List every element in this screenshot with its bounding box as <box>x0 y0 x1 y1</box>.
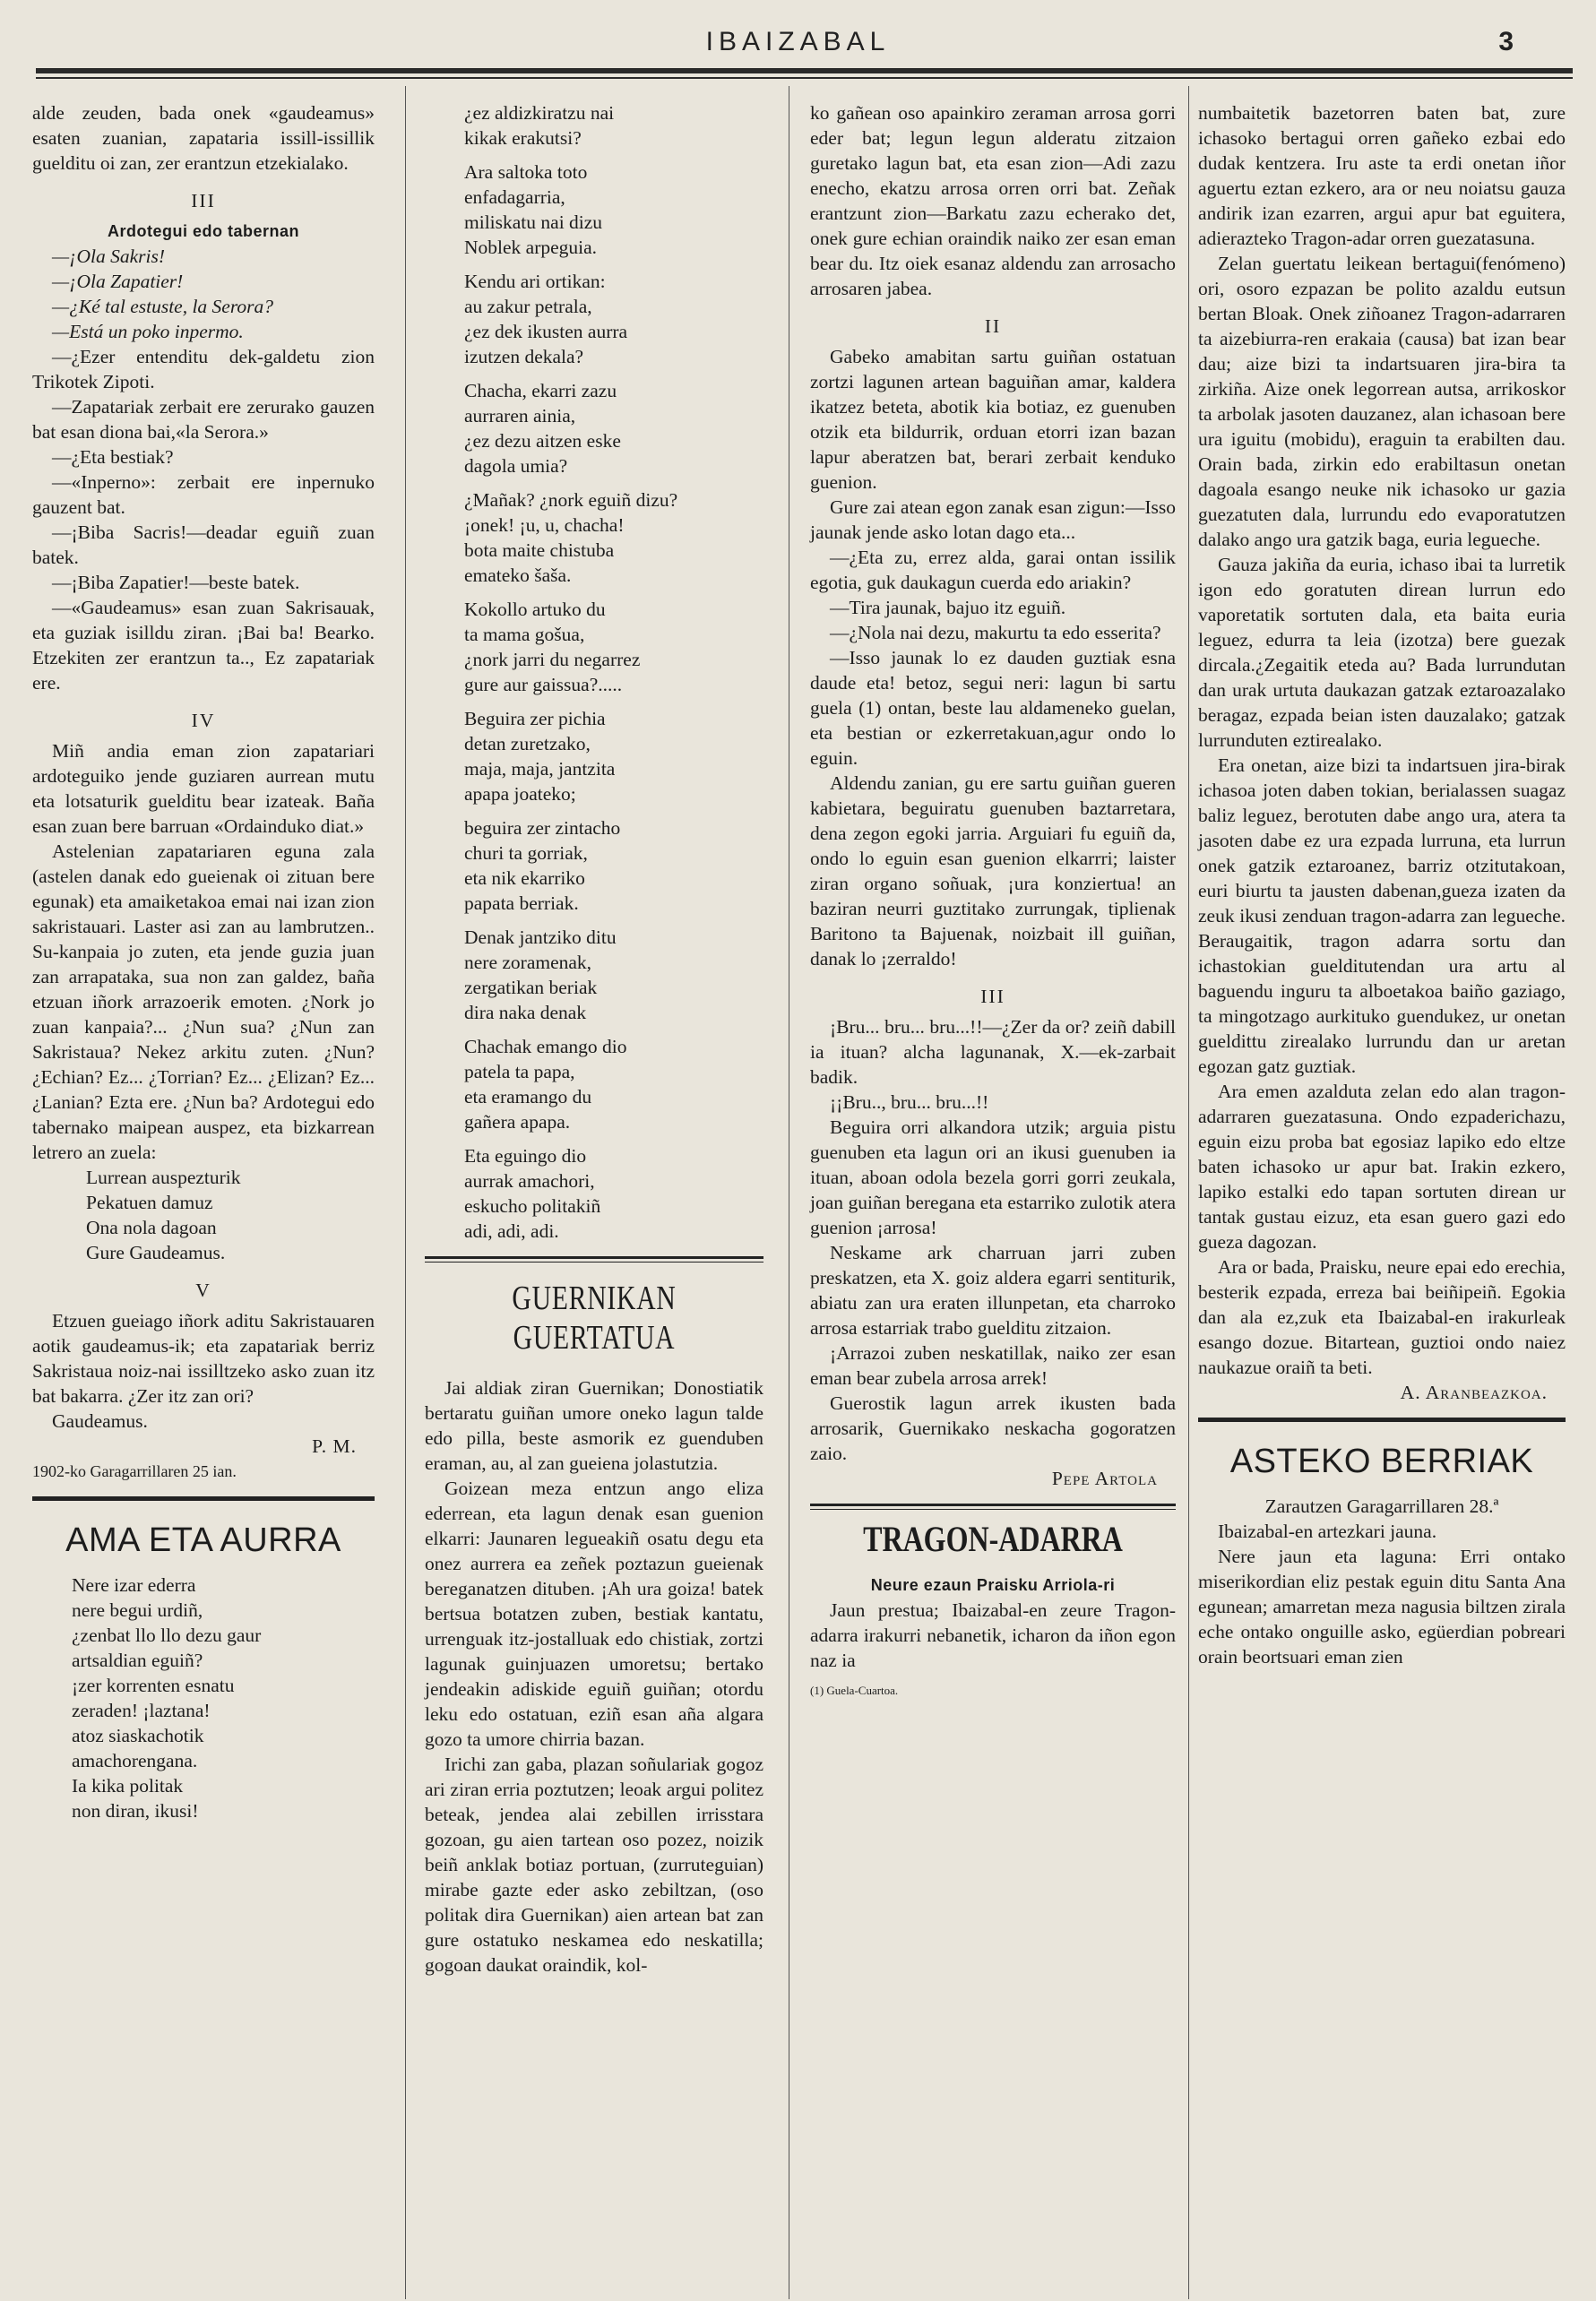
paragraph: Etzuen gueiago iñork aditu Sakristauaren aotik gaudeamus-ik; eta zapatariak berriz Sakristaua noiz-nai issilltzeko asko zuan itz bat bakarra. ¿Zer itz zan ori? <box>32 1310 375 1407</box>
poem-line: Chachak emango dio <box>464 1036 627 1057</box>
headline-ama-eta-aurra: AMA ETA AURRA <box>65 1521 341 1559</box>
verse-line: Gure Gaudeamus. <box>86 1242 226 1263</box>
paragraph: Guerostik lagun arrek ikusten bada arrosarik, Guernikako neskacha gogoratzen zaio. <box>810 1392 1176 1464</box>
verse-line: Lurrean auspezturik <box>86 1167 241 1188</box>
section-number: II <box>984 315 1002 337</box>
poem-line: Ara saltoka toto <box>464 161 588 183</box>
column-4 <box>1198 100 1566 1669</box>
column-3 <box>810 100 1176 1703</box>
poem-line: enfadagarria, <box>464 186 565 208</box>
poem-line: churi ta gorriak, <box>464 842 588 864</box>
poem-line: non diran, ikusi! <box>72 1800 199 1822</box>
paragraph: Gauza jakiña da euria, ichaso ibai ta lurretik igon edo goratuten direan lurrun edo vaporetatik sortuten dala, eta baita euria leguez, edurra ta leia (izotza) bere guezak dircala.¿Zegaitik eteda au? Bada lurrundutan dan urak urtuta daukazan gatzak eztaroazalako beragaz, ezpada beian isten dauzalako; gatzak lurrunduten eztirealako. <box>1198 554 1566 751</box>
paragraph: Era onetan, aize bizi ta indartsuen jira-birak ichasoa joten daben tokian, berialassen suagaz baliz leguez, berotuten dabe ango ura, atera ta jasoten dabe ez ura ezpada lurruna, eta lurrun onek gatzik eztaroanez, barriz otzitutakoan, euri biurtu ta jausten dabenan,gueza izaten da zeuk ikusi zenduan tragon-adarra zan legueche. Beraugaitik, tragon adarra sortu dan ichastokian guelditutendan ura artu al baguendu inguru ta alboetakoa baiño gaziago, ta mingotzago aurkituko guendukez, ur onetan gueldittu zirealako lurrundu dan ur aretan egozan gatz guztiak. <box>1198 754 1566 1077</box>
poem-line: nere zoramenak, <box>464 952 592 973</box>
poem-line: ¿ez dezu aitzen eske <box>464 430 621 452</box>
poem-line: artsaldian eguiñ? <box>72 1650 203 1671</box>
section-number: V <box>195 1280 211 1301</box>
dateline: Zarautzen Garagarrillaren 28.ª <box>1264 1495 1499 1517</box>
poem-line: ¿nork jarri du negarrez <box>464 649 641 670</box>
paragraph: Zelan guertatu leikean bertagui(fenómeno) ori, osoro ezpazan be polito azaldu eutsun bertan Bloak. Onek ziñoanez Tragon-adarraren ta aizebiurra-ren erakaia (causa) bat izan bear dau; aize bizi ta indartsuaren jira-bira ta zirkiña. Aize onek legorrean autsa, arrikoskor ta arbolak jasoten dauzanez, alan ichasoan bere ura iguitu (mobidu), eraguin ta erabilten dau. Orain bada, zirkin edo erabiltasun onetan dagoala esango neuke nik ichasoko ur gazia guezatuten dala, lurrundu edo evaporatutzen dalako ango ura gatzik baga, euria legueche. <box>1198 253 1566 550</box>
paragraph: Ara emen azalduta zelan edo alan tragon-adarraren guezatasuna. Ondo ezpaderichazu, eguin eizu proba bat egosiaz lapiko edo eltze baten ichasoko ur apur bat. Irakin ezkero, lapiko estalki edo tapan sortuten direan ur tantak gustau eizuz, eta esan guero gazi edo gueza dagozan. <box>1198 1081 1566 1253</box>
column-1 <box>32 100 375 1823</box>
paragraph: Aldendu zanian, gu ere sartu guiñan gueren kabietara, beguiratu guenuben baztarretara, dena zegon egoki jarria. Arguiari fu eguiñ da, ondo lo eguin esan guenion elkarrri; laister ziran organo soñuak, ¡ura konziertua! an baziran neurri guztitako zurrungak, tiplienak Baritono ta Bajuenak, noizbait ill guiñan, danak lo ¡zerraldo! <box>810 772 1176 970</box>
poem-line: dira naka denak <box>464 1002 587 1023</box>
column-divider <box>405 86 406 2299</box>
poem-line: ¡onek! ¡u, u, chacha! <box>464 514 625 536</box>
poem-line: emateko šaša. <box>464 564 572 586</box>
poem-line: nere begui urdiñ, <box>72 1599 203 1621</box>
poem-line: adi, adi, adi. <box>464 1220 559 1242</box>
paragraph: alde zeuden, bada onek «gaudeamus» esaten zuanian, zapataria issill-issillik guelditu oi zan, zer erantzun etzekialako. <box>32 102 375 174</box>
footnote: (1) Guela-Cuartoa. <box>810 1684 899 1697</box>
paragraph: —Isso jaunak lo ez dauden guztiak esna daude eta! betoz, segui neri: lagun bi sartu guela (1) ontan, beste lau aldameneko guelan, eta bestian or ezkerretakuan,agur ondo lo eguin. <box>810 647 1176 769</box>
poem-line: Denak jantziko ditu <box>464 926 617 948</box>
article-separator <box>1198 1418 1566 1422</box>
paragraph: Ara or bada, Praisku, neure epai edo erechia, besterik ezpada, erreza bai beiñipeiñ. Egokia dan ala ez,zuk eta Ibaizabal-en irakurleak esango dozue. Bitartean, guztioi ondo naiez naukazue oraiñ ta beti. <box>1198 1256 1566 1378</box>
poem <box>425 100 763 1244</box>
poem-line: zeraden! ¡laztana! <box>72 1700 211 1721</box>
column-2 <box>425 100 763 1978</box>
paragraph: Goizean meza entzun ango eliza ederrean, eta lagun denak esan guenion elkarri: Jaunaren legueakiñ osatu degu eta onez aurrera ea zeñek poztazun gueienak bereganatzen dituben. ¡Ah ura goiza! batek bertsua botatzen zuben, bestiak kantatu, urrenguak itz-jostalluak edo chistiak, zortzi lagunak guinjuazen umoretsu; bertako jendeakin adiskide eguiñ guiñan; otordu leku edo ostatuan, eziñ esan aña algara gozo ta umore chirria bazan. <box>425 1478 763 1750</box>
paragraph: ¡¡Bru.., bru... bru...!! <box>830 1091 989 1113</box>
paragraph: Beguira orri alkandora utzik; arguia pistu guenuben eta lagun ori an ikusi guenuben ia ituan, aboan odola bezela gorri gorri zeukala, joan guiñan beregana eta estarriko zulotik atera guenion ¡arrosa! <box>810 1116 1176 1238</box>
poem-line: Noblek arpeguia. <box>464 237 598 258</box>
poem-line: bota maite chistuba <box>464 539 615 561</box>
section-number: III <box>980 986 1005 1007</box>
poem-line: ¿ez dek ikusten aurra <box>464 321 628 342</box>
poem-line: ¿Mañak? ¿nork eguiñ dizu? <box>464 489 678 511</box>
poem-line: Eta eguingo dio <box>464 1145 587 1167</box>
masthead-title: IBAIZABAL <box>705 27 891 56</box>
headline-tragon-adarra: TRAGON-ADARRA <box>863 1519 1123 1559</box>
poem-line: dagola umia? <box>464 455 568 477</box>
dialogue-line: —¡Biba Sacris!—deadar eguiñ zuan batek. <box>32 521 375 568</box>
paragraph: ko gañean oso apainkiro zeraman arrosa gorri eder bat; legun legun alderatu zitzaion guretako lagun bat, eta esan zion—Adi zazu enecho, ekatzu arrosa orren orri bat. Zeñak erantzunt zion—Barkatu zazu echerako det, onek gure echian oraindik naiko zer esan eman bear du. Itz oiek esanaz aldendu zan arrosacho arrosaren jabea. <box>810 102 1176 299</box>
paragraph: numbaitetik bazetorren baten bat, zure ichasoko bertagui orren gañeko ezbai edo dudak kentzera. Iru aste ta erdi onetan iñor aguertu eztan ezkero, ara or neu noiatsu gauza andirik izan ezarren, argui apur bat eguitera, adierazteko Tragon-adar orren guezatasuna. <box>1198 102 1566 249</box>
paragraph: Jaun prestua; Ibaizabal-en zeure Tragon-adarra irakurri nebanetik, icharon da iñon egon naz ia <box>810 1599 1176 1671</box>
paragraph: Nere jaun eta laguna: Erri ontako miserikordian eliz pestak eguin ditu Santa Ana egunean; amarretan meza nagusia biltzen zirala eche ontako onguille asko, egüerdian pobreari orain beortsuari eman zien <box>1198 1546 1566 1668</box>
dialogue-line: —«Inperno»: zerbait ere inpernuko gauzent bat. <box>32 471 375 518</box>
poem-line: ¡zer korrenten esnatu <box>72 1675 235 1696</box>
poem-line: aurrak amachori, <box>464 1170 595 1192</box>
paragraph: ¡Arrazoi zuben neskatillak, naiko zer esan eman bear zubela arrosa arrek! <box>810 1342 1176 1389</box>
article-date: 1902-ko Garagarrillaren 25 ian. <box>32 1462 237 1480</box>
poem-line: eskucho politakiñ <box>464 1195 601 1217</box>
paragraph: —Tira jaunak, bajuo itz eguiñ. <box>830 597 1066 618</box>
poem-line: Beguira zer pichia <box>464 708 606 729</box>
headline-asteko-berriak: ASTEKO BERRIAK <box>1229 1443 1534 1480</box>
paragraph: Gure zai atean egon zanak esan zigun:—Isso jaunak jende asko lotan dago eta... <box>810 496 1176 543</box>
poem-line: miliskatu nai dizu <box>464 211 603 233</box>
paragraph: Neskame ark charruan jarri zuben preskatzen, eta X. goiz aldera egarri sentiturik, abiatu zan ura eraten illunpetan, eta charroko arrosa estarriak trabo guelditu zitzaion. <box>810 1242 1176 1339</box>
verse-line: Pekatuen damuz <box>86 1192 213 1213</box>
poem-line: patela ta papa, <box>464 1061 575 1082</box>
paragraph: —¿Eta zu, errez alda, garai ontan issilik egotia, guk daukagun cuerda edo ariakin? <box>810 547 1176 593</box>
section-number: III <box>191 190 216 211</box>
poem-line: izutzen dekala? <box>464 346 584 367</box>
poem-line: gure aur gaissua?..... <box>464 674 623 695</box>
dialogue-line: —Zapatariak zerbait ere zerurako gauzen bat esan diona bai,«la Serora.» <box>32 396 375 443</box>
poem-line: amachorengana. <box>72 1750 198 1771</box>
dialogue-line: —«Gaudeamus» esan zuan Sakrisauak, eta guziak isilldu ziran. ¡Bai ba! Bearko. Etzekiten zer erantzun ta.., Ez zapatariak ere. <box>32 597 375 694</box>
masthead-rule-thin <box>36 77 1573 79</box>
poem-line: au zakur petrala, <box>464 296 592 317</box>
dialogue-line: —¿Eta bestiak? <box>52 446 174 468</box>
article-separator <box>32 1496 375 1501</box>
section-subheading: Ardotegui edo tabernan <box>107 222 299 240</box>
paragraph: Gaudeamus. <box>52 1410 148 1432</box>
poem <box>32 1573 375 1823</box>
poem-line: Ia kika politak <box>72 1775 184 1797</box>
paragraph: Miñ andia eman zion zapatariari ardoteguiko jende guziaren aurrean mutu eta lotsaturik guelditu bear izateak. Baña esan zuan bere barruan «Ordainduko diat.» <box>32 740 375 837</box>
paragraph: Jai aldiak ziran Guernikan; Donostiatik bertaratu guiñan umore oneko lagun talde edo pilla, beste asmorik ez guenduben eraman, au, al zan gueiena jolastutzia. <box>425 1377 763 1474</box>
poem-line: kikak erakutsi? <box>464 127 582 149</box>
poem-line: zergatikan beriak <box>464 977 598 998</box>
dialogue-line: —¡Ola Sakris! <box>52 246 166 267</box>
poem-line: Kokollo artuko du <box>464 599 606 620</box>
column-divider <box>1188 86 1189 2299</box>
poem-line: ta mama gošua, <box>464 624 585 645</box>
poem-line: eta nik ekarriko <box>464 867 585 889</box>
paragraph: Astelenian zapatariaren eguna zala (astelen danak edo gueienak oi zituan bere egunak) eta amaiketakoa emai nai izan zion sakristauari. Laster asi zan au lambrutzen.. Su-kanpaia jo zuten, eta jende guzia juan zan arrapataka, sua non zan galdez, baña etzuan iñork arrazoerik emoten. ¿Nork jo zuan kanpaia?... ¿Nun sua? ¿Nun zan Sakristaua? Nekez arkitu zuten. ¿Nun? ¿Echian? Ez... ¿Torrian? Ez... ¿Elizan? Ez... ¿Lanian? Ezta ere. ¿Nun ba? Ardotegui edo tabernako maipean auspez, eta bizkarrean letrero an zuela: <box>32 840 375 1163</box>
poem-line: detan zuretzako, <box>464 733 591 754</box>
poem-line: gañera apapa. <box>464 1111 571 1133</box>
article-dedication: Neure ezaun Praisku Arriola-ri <box>870 1576 1116 1594</box>
dialogue-line: —¡Biba Zapatier!—beste batek. <box>52 572 300 593</box>
salutation: Ibaizabal-en artezkari jauna. <box>1218 1521 1437 1542</box>
masthead-rule <box>36 68 1573 73</box>
headline-guernikan-guertatua: GUERNIKAN GUERTATUA <box>512 1280 677 1357</box>
dialogue-line: —¿Ké tal estuste, la Serora? <box>52 296 274 317</box>
poem-line: Chacha, ekarri zazu <box>464 380 617 401</box>
poem-line: maja, maja, jantzita <box>464 758 616 780</box>
poem-line: apapa joateko; <box>464 783 576 805</box>
author-signature: Pepe Artola <box>1051 1468 1158 1489</box>
poem-line: eta eramango du <box>464 1086 592 1107</box>
section-number: IV <box>191 710 216 731</box>
dialogue-line: —Está un poko inpermo. <box>52 321 244 342</box>
poem-line: Kendu ari ortikan: <box>464 271 606 292</box>
dialogue-line: —¿Ezer entenditu dek-galdetu zion Trikotek Zipoti. <box>32 346 375 392</box>
masthead <box>0 0 1596 76</box>
poem-line: beguira zer zintacho <box>464 817 621 839</box>
poem-line: papata berriak. <box>464 892 579 914</box>
paragraph: Gabeko amabitan sartu guiñan ostatuan zortzi lagunen artean baguiñan amar, kaldera ikatzez beteta, abotik kia botiaz, ez guenuben otzik eta bildurrik, orduan etorri izan bazan lapur aberatzen bat, berari zerbait kenduko guenion. <box>810 346 1176 493</box>
paragraph: —¿Nola nai dezu, makurtu ta edo esserita? <box>830 622 1161 643</box>
dialogue-line: —¡Ola Zapatier! <box>52 271 184 292</box>
poem-line: Nere izar ederra <box>72 1574 196 1596</box>
page-number: 3 <box>1498 27 1514 56</box>
poem-line: ¿ez aldizkiratzu nai <box>464 102 615 124</box>
author-signature: A. Aranbeazkoa. <box>1400 1382 1548 1403</box>
article-separator <box>810 1504 1176 1510</box>
verse-line: Ona nola dagoan <box>86 1217 217 1238</box>
paragraph: ¡Bru... bru... bru...!!—¿Zer da or? zeiñ dabill ia ituan? alcha lagunanak, X.—ek-zarbait badik. <box>810 1016 1176 1088</box>
poem-line: ¿zenbat llo llo dezu gaur <box>72 1624 262 1646</box>
article-separator <box>425 1256 763 1263</box>
poem-line: atoz siaskachotik <box>72 1725 204 1746</box>
poem-line: aurraren ainia, <box>464 405 576 427</box>
paragraph: Irichi zan gaba, plazan soñulariak gogoz ari ziran erria poztutzen; leoak argui politez beteak, jendea alai zebillen irrisstara gozoan, gu aien tartean oso pozez, noizik beiñ anklak botiaz portuan, (zurruteguian) mirabe gazte eder asko zebiltzan, (oso politak dira Guernikan) aien artean bat zan gure ostatuko neskamea edo neskatilla; gogoan daukat oraindik, kol- <box>425 1754 763 1976</box>
author-signature: P. M. <box>312 1435 357 1457</box>
